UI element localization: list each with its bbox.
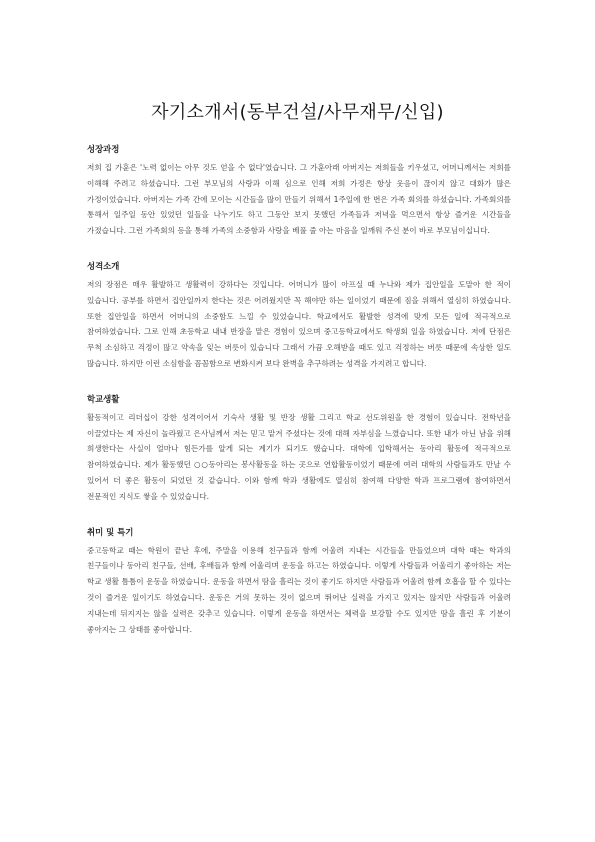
- section-growth: [87, 143, 511, 239]
- section-body: 저희 집 가훈은 '노력 없이는 아무 것도 얻을 수 없다'였습니다. 그 가훈아래 아버지는 저희들을 키우셨고, 어머니께서는 저희를 이해해 주려고 하셨습니다. 그런 부모님의 사랑과 이해 심으로 인해 저희 가정은 항상 웃음이 끊이지 않고 대화가 많은 가정이었습니다. 아버지는 가족 간에 모이는 시간들을 많이 만들기 위해서 1주일에 한 번은 가족 회의를 하셨습니다. 가족회의를 통해서 일주일 동안 있었던 일들을 나누기도 하고 그동안 보지 못했던 가족들과 저녁을 먹으면서 항상 즐거운 시간들을 가졌습니다. 그런 가족회의 등을 통해 가족의 소중함과 사랑을 베풀 줄 아는 마음을 일깨워 주신 분이 바로 부모님이십니다.: [87, 163, 511, 236]
- section-heading: 학교생활: [87, 393, 120, 404]
- section-heading: 성장과정: [87, 144, 120, 154]
- section-hobbies: [87, 526, 511, 638]
- document-content: [87, 143, 511, 658]
- document-title: 자기소개서(동부건설/사무재무/신입): [151, 102, 444, 123]
- section-body: 저의 장점은 매우 활발하고 생활력이 강하다는 것입니다. 어머니가 많이 아프실 때 누나와 제가 집안일을 도맡아 한 적이 있습니다. 공부를 하면서 집안일까지 한다는 것은 어려웠지만 꼭 해야만 하는 일이었기 때문에 짐을 위해서 열심히 하였습니다. 또한 집안일을 하면서 어머니의 소중함도 느낄 수 있었습니다. 학교에서도 활발한 성격에 맞게 모든 일에 적극적으로 참여하였습니다. 그로 인해 초등학교 내내 반장을 맡은 경험이 있으며 중고등학교에서도 학생회 일을 하였습니다. 저에 단점은 무척 소심하고 걱정이 많고 약속을 잊는 버릇이 있습니다 그래서 가끔 오해받을 때도 있고 걱정하는 버릇 때문에 속상한 일도 많습니다. 하지만 이런 소심함을 꼼꼼함으로 변화시켜 보다 완벽을 추구하려는 성격을 가지려고 합니다.: [87, 279, 511, 368]
- section-heading: 취미 및 특기: [87, 526, 134, 537]
- section-school-life: [87, 393, 511, 505]
- section-heading: 성격소개: [87, 260, 120, 271]
- section-body: 중고등학교 때는 학원이 끝난 후에, 주말을 이용해 친구들과 함께 어울려 지내는 시간들을 만들었으며 대학 때는 학과의 친구들이나 동아리 친구들, 선배, 후배들과 함께 어울리며 운동을 하고는 하였습니다. 이렇게 사람들과 어울리기 좋아하는 저는 학교 생활 틈틈이 운동을 하였습니다. 운동을 하면서 땀을 흘리는 것이 좋기도 하지만 사람들과 어울려 함께 호흡을 할 수 있다는 것이 즐거운 일이기도 하였습니다. 운동은 거의 못하는 것이 없으며 뛰어난 실력을 가지고 있지는 않지만 사람들과 어울려 지내는데 뒤지지는 않을 실력은 갖추고 있습니다. 이렇게 운동을 하면서는 체력을 보강할 수도 있지만 땀을 흘린 후 기분이 좋아지는 그 상태를 좋아합니다.: [87, 545, 511, 634]
- section-body: 활동적이고 리더십이 강한 성격이어서 기숙사 생활 및 반장 생활 그리고 학교 선도위원을 한 경험이 있습니다. 전학년을 이끌었다는 제 자신이 놀라웠고 은사님께서 저는 믿고 맡겨 주셨다는 것에 대해 자부심을 느꼈습니다. 또한 내가 아닌 남을 위해 희생한다는 사실이 얼마나 힘든가를 알게 되는 계기가 되기도 했습니다. 대학에 입학해서는 동아리 활동에 적극적으로 참여하였습니다. 제가 활동했던 ○○동아리는 봉사활동을 하는 곳으로 연합활동이었기 때문에 여러 대학의 사람들과도 만날 수 있어서 더 좋은 활동이 되었던 것 같습니다. 이와 함께 학과 생활에도 열심히 참여해 다양한 학과 프로그램에 참여하면서 전문적인 지식도 쌓을 수 있었습니다.: [87, 412, 511, 501]
- section-personality: [87, 260, 511, 372]
